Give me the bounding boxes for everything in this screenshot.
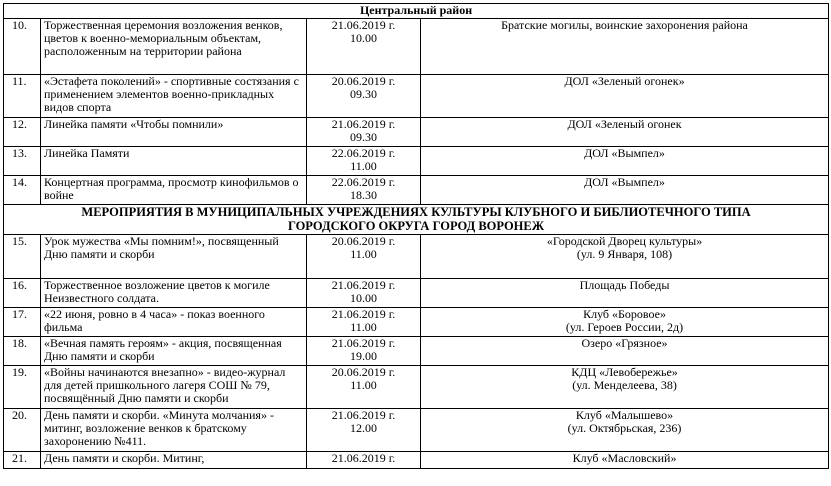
- place-name: Площадь Победы: [579, 278, 670, 292]
- event-date: 21.06.2019 г.: [331, 117, 396, 131]
- section-title: [4, 205, 829, 235]
- event-place: [421, 279, 829, 308]
- row-number: 19.: [4, 366, 41, 409]
- place-name: Клуб «Боровое»: [583, 307, 666, 321]
- event-name: «Вечная память героям» - акция, посвященная Дню памяти и скорби: [41, 337, 307, 366]
- place-name: Озеро «Грязное»: [581, 336, 668, 350]
- event-time: 11.00: [350, 247, 377, 261]
- event-time: 09.30: [350, 87, 377, 101]
- table-row: [4, 366, 829, 409]
- event-name: День памяти и скорби. Митинг,: [41, 452, 307, 469]
- table-row: [4, 337, 829, 366]
- event-datetime: [307, 337, 421, 366]
- table-row: [4, 19, 829, 75]
- row-number: 10.: [4, 19, 41, 75]
- event-name: Урок мужества «Мы помним!», посвященный Дню памяти и скорби: [41, 235, 307, 279]
- event-time: 19.00: [350, 349, 377, 363]
- row-number: 15.: [4, 235, 41, 279]
- table-row: [4, 235, 829, 279]
- event-time: 09.30: [350, 130, 377, 144]
- event-date: 21.06.2019 г.: [331, 18, 396, 32]
- row-number: 18.: [4, 337, 41, 366]
- place-name: «Городской Дворец культуры»: [546, 234, 703, 248]
- event-name: Торжественная церемония возложения венков, цветов к военно-мемориальным объектам, расположенным на территории района: [41, 19, 307, 75]
- event-place: [421, 147, 829, 176]
- event-date: 22.06.2019 г.: [331, 146, 396, 160]
- table-row: [4, 308, 829, 337]
- event-place: [421, 19, 829, 75]
- event-date: 21.06.2019 г.: [331, 336, 396, 350]
- table-row: [4, 452, 829, 469]
- event-date: 21.06.2019 г.: [331, 278, 396, 292]
- event-datetime: [307, 147, 421, 176]
- section-title-line: МЕРОПРИЯТИЯ В МУНИЦИПАЛЬНЫХ УЧРЕЖДЕНИЯХ КУЛЬТУРЫ КЛУБНОГО И БИБЛИОТЕЧНОГО ТИПА: [81, 205, 751, 219]
- place-address: (ул. Героев России, 2д): [565, 320, 684, 334]
- row-number: 16.: [4, 279, 41, 308]
- event-time: 12.00: [350, 421, 377, 435]
- event-datetime: [307, 176, 421, 205]
- event-name: «Войны начинаются внезапно» - видео-журнал для детей пришкольного лагеря СОШ № 79, посвящённый Дню памяти и скорби: [41, 366, 307, 409]
- event-time: 11.00: [350, 378, 377, 392]
- event-name: День памяти и скорби. «Минута молчания» - митинг, возложение венков к братскому захоронению №411.: [41, 409, 307, 452]
- event-datetime: [307, 409, 421, 452]
- event-time: 18.30: [350, 188, 377, 202]
- event-time: 11.00: [350, 159, 377, 173]
- event-place: [421, 75, 829, 118]
- place-address: (ул. 9 Января, 108): [576, 247, 673, 261]
- event-place: [421, 118, 829, 147]
- event-date: 21.06.2019 г.: [331, 408, 396, 422]
- row-number: 14.: [4, 176, 41, 205]
- section-title: Центральный район: [4, 4, 829, 19]
- event-datetime: [307, 235, 421, 279]
- section-header-municipal: [4, 205, 829, 235]
- event-time: 10.00: [350, 291, 377, 305]
- event-datetime: [307, 75, 421, 118]
- event-name: Концертная программа, просмотр кинофильмов о войне: [41, 176, 307, 205]
- event-place: [421, 308, 829, 337]
- table-row: [4, 118, 829, 147]
- section-header-central: [4, 4, 829, 19]
- section-title-line: ГОРОДСКОГО ОКРУГА ГОРОД ВОРОНЕЖ: [287, 219, 545, 233]
- event-name: Линейка Памяти: [41, 147, 307, 176]
- event-date: 20.06.2019 г.: [331, 74, 396, 88]
- place-name: Клуб «Малышево»: [575, 408, 674, 422]
- event-time: 10.00: [350, 31, 377, 45]
- table-row: [4, 147, 829, 176]
- event-date: 22.06.2019 г.: [331, 175, 396, 189]
- event-place: [421, 337, 829, 366]
- event-place: [421, 409, 829, 452]
- event-time: 11.00: [350, 320, 377, 334]
- event-place: [421, 176, 829, 205]
- table-row: [4, 409, 829, 452]
- events-table: [3, 3, 829, 469]
- event-place: [421, 235, 829, 279]
- table-row: [4, 279, 829, 308]
- event-place: [421, 452, 829, 469]
- event-datetime: [307, 308, 421, 337]
- place-name: ДОЛ «Зеленый огонек: [567, 117, 682, 131]
- event-name: Линейка памяти «Чтобы помнили»: [41, 118, 307, 147]
- row-number: 11.: [4, 75, 41, 118]
- place-name: КДЦ «Левобережье»: [571, 365, 678, 379]
- event-name: Торжественное возложение цветов к могиле Неизвестного солдата.: [41, 279, 307, 308]
- place-name: Братские могилы, воинские захоронения района: [501, 18, 748, 32]
- event-datetime: [307, 118, 421, 147]
- event-datetime: [307, 19, 421, 75]
- event-date: 20.06.2019 г.: [331, 234, 396, 248]
- event-name: «22 июня, ровно в 4 часа» - показ военного фильма: [41, 308, 307, 337]
- row-number: 13.: [4, 147, 41, 176]
- event-name: «Эстафета поколений» - спортивные состязания с применением элементов военно-прикладных видов спорта: [41, 75, 307, 118]
- row-number: 20.: [4, 409, 41, 452]
- place-name: Клуб «Масловский»: [572, 451, 677, 465]
- row-number: 12.: [4, 118, 41, 147]
- event-date: 21.06.2019 г.: [331, 307, 396, 321]
- event-datetime: [307, 366, 421, 409]
- row-number: 21.: [4, 452, 41, 469]
- place-address: (ул. Октябрьская, 236): [567, 421, 682, 435]
- table-row: [4, 75, 829, 118]
- place-name: ДОЛ «Вымпел»: [584, 146, 665, 160]
- table-row: [4, 176, 829, 205]
- place-name: ДОЛ «Вымпел»: [584, 175, 665, 189]
- event-datetime: [307, 452, 421, 469]
- event-place: [421, 366, 829, 409]
- place-name: ДОЛ «Зеленый огонек»: [564, 74, 685, 88]
- event-date: 20.06.2019 г.: [331, 365, 396, 379]
- event-datetime: [307, 279, 421, 308]
- row-number: 17.: [4, 308, 41, 337]
- place-address: (ул. Менделеева, 38): [572, 378, 677, 392]
- event-date: 21.06.2019 г.: [331, 451, 396, 465]
